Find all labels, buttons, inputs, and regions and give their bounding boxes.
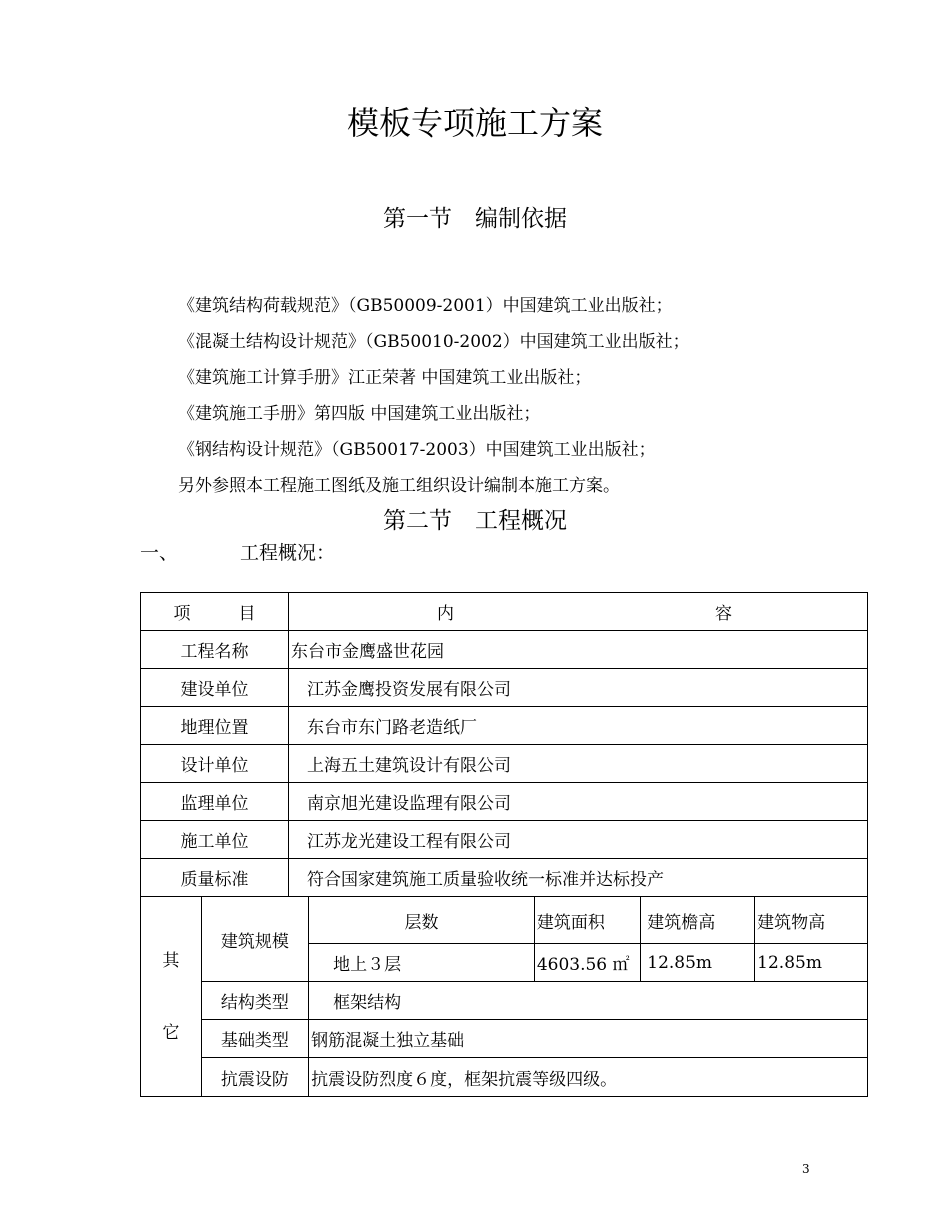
row-label: 建设单位: [141, 669, 289, 707]
foundation-value: 钢筋混凝土独立基础: [309, 1020, 868, 1058]
seismic-value: 抗震设防烈度６度，框架抗震等级四级。: [309, 1058, 868, 1097]
structure-value: 框架结构: [309, 982, 868, 1020]
scale-label: 建筑规模: [201, 897, 309, 982]
reference-item: 《建筑施工手册》第四版 中国建筑工业出版社；: [178, 404, 541, 424]
row-value: 符合国家建筑施工质量验收统一标准并达标投产: [288, 859, 867, 897]
scale-value-floors: 地上３层: [309, 944, 535, 982]
scale-header-row: [141, 897, 868, 944]
reference-item: 《建筑施工计算手册》江正荣著 中国建筑工业出版社；: [178, 368, 592, 388]
row-label: 地理位置: [141, 707, 289, 745]
scale-header-building-height: 建筑物高: [755, 897, 868, 944]
header-content-a: 内: [436, 604, 454, 624]
document-title: 模板专项施工方案: [346, 104, 603, 142]
table-row: [141, 859, 868, 897]
scale-value-area: 4603.56 ㎡: [534, 944, 640, 982]
header-item-cell: [141, 593, 289, 631]
reference-item: 《钢结构设计规范》（GB50017-2003）中国建筑工业出版社；: [178, 440, 656, 460]
row-value: 江苏龙光建设工程有限公司: [288, 821, 867, 859]
table-header-row: [141, 593, 868, 631]
foundation-label: 基础类型: [201, 1020, 309, 1058]
table-row: [141, 745, 868, 783]
header-content-cell: [288, 593, 867, 631]
table-row: [141, 1020, 868, 1058]
project-overview-table: [140, 592, 868, 1097]
table-row: [141, 707, 868, 745]
subsection-title: 工程概况：: [240, 542, 336, 564]
seismic-label: 抗震设防: [201, 1058, 309, 1097]
reference-item: 《混凝土结构设计规范》（GB50010-2002）中国建筑工业出版社；: [178, 332, 690, 352]
subsection-number: 一、: [140, 542, 179, 564]
row-value: 南京旭光建设监理有限公司: [288, 783, 867, 821]
section-heading-basis: 第一节 编制依据: [383, 206, 567, 232]
structure-label: 结构类型: [201, 982, 309, 1020]
table-row: [141, 669, 868, 707]
row-value: 东台市金鹰盛世花园: [288, 631, 867, 669]
other-label-b: 它: [162, 1022, 180, 1043]
scale-value-building-height: 12.85m: [755, 944, 868, 982]
subsection-heading: [140, 538, 335, 565]
other-label-cell: [141, 897, 202, 1097]
row-label: 监理单位: [141, 783, 289, 821]
row-value: 江苏金鹰投资发展有限公司: [288, 669, 867, 707]
table-row: [141, 631, 868, 669]
row-value: 东台市东门路老造纸厂: [288, 707, 867, 745]
section-heading-overview: 第二节 工程概况: [383, 508, 567, 534]
row-value: 上海五土建筑设计有限公司: [288, 745, 867, 783]
table-row: [141, 982, 868, 1020]
scale-header-floors: 层数: [309, 897, 535, 944]
row-label: 工程名称: [141, 631, 289, 669]
header-item-b: 目: [238, 604, 256, 624]
scale-value-eave-height: 12.85m: [641, 944, 755, 982]
header-content-b: 容: [715, 604, 732, 624]
page-number: 3: [802, 1162, 810, 1176]
table-row: [141, 783, 868, 821]
table-row: [141, 821, 868, 859]
reference-item: 《建筑结构荷载规范》（GB50009-2001）中国建筑工业出版社；: [178, 296, 673, 316]
scale-header-area: 建筑面积: [534, 897, 640, 944]
scale-header-eave-height: 建筑檐高: [641, 897, 755, 944]
row-label: 质量标准: [141, 859, 289, 897]
other-label-a: 其: [162, 950, 180, 971]
row-label: 施工单位: [141, 821, 289, 859]
table-row: [141, 1058, 868, 1097]
reference-item: 另外参照本工程施工图纸及施工组织设计编制本施工方案。: [178, 476, 620, 496]
header-item-a: 项: [173, 604, 191, 624]
row-label: 设计单位: [141, 745, 289, 783]
